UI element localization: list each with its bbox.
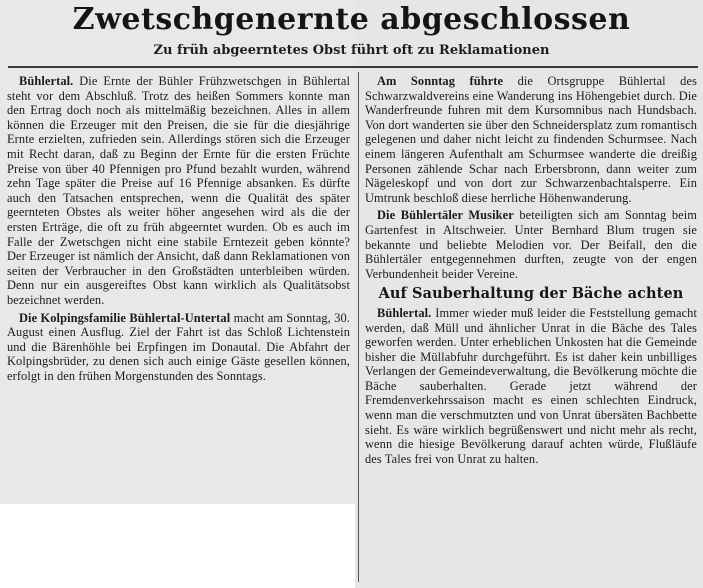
article-hike-text: die Ortsgruppe Bühlertal des Schwarzwaldvereins eine Wanderung ins Höhengebiet durch. Die Wanderfreunde fuhren mit dem Kursomnibus nach Hundsbach. Von dort wanderten sie über den Schneidersplatz zum romantisch gelegenen und daher nicht leicht zu findenden Schurmsee. Nach einem längeren Aufenthalt am Schurmsee wanderte die dreißig Personen zählende Schar nach Erbersbronn, dann weiter zum Nägeleskopf und von dort zur Schwarzenbachtalsperre. Ein Umtrunk beschloß diese herrliche Höhenwanderung. <box>365 74 697 205</box>
article-streams-heading: Auf Sauberhaltung der Bäche achten <box>378 285 684 303</box>
article-hike <box>365 74 697 205</box>
article-kolping <box>7 311 350 384</box>
article-musicians-text: beteiligten sich am Sonntag beim Gartenfest in Altschweier. Unter Bernhard Blum trugen sie bekannte und beliebte Melodien vor. Der Beifall, den die Bühlertäler entgegennehmen durften, zeugte von der engen Verbundenheit beider Vereine. <box>365 208 698 281</box>
article-kolping-lead: Die Kolpingsfamilie Bühlertal-Untertal <box>19 310 231 325</box>
article-musicians-lead: Die Bühlertäler Musiker <box>377 208 514 223</box>
article-kolping-text: macht am Sonntag, 30. August einen Ausflug. Ziel der Fahrt ist das Schloß Lichtenstein und die Bärenhöhle bei Erpfingen im Donautal. Die Abfahrt der Kolpingsbrüder, zu denen sich auch einige Gäste gesellen können, erfolgt in den frühen Morgenstunden des Sonntags. <box>7 310 350 383</box>
article-harvest-lead: Bühlertal. <box>19 74 74 88</box>
article-hike-lead: Am Sonntag führte <box>377 74 504 88</box>
subheadline: Zu früh abgeerntetes Obst führt oft zu Reklamationen <box>153 43 550 58</box>
article-streams <box>365 306 697 467</box>
column-divider <box>358 72 359 582</box>
article-streams-lead: Bühlertal. <box>377 305 432 320</box>
headline-rule <box>8 66 698 68</box>
right-column <box>365 74 697 466</box>
left-column <box>7 74 350 383</box>
article-harvest <box>7 74 350 308</box>
article-musicians <box>365 208 697 281</box>
article-streams-text: Immer wieder muß leider die Feststellung gemacht werden, daß Müll und ähnlicher Unrat in die Bäche des Tales geworfen werden. Unter erheblichen Unkosten hat die Gemeinde bisher die Müllabfuhr durchgeführt. Es ist daher kein unbilliges Verlangen der Gemeindeverwaltung, die Bevölkerung möchte die Bäche sauberhalten. Gerade jetzt während der Fremdenverkehrssaison macht es einen schlechten Eindruck, wenn man die verschmutzten und von Unrat übersäten Bachbette sieht. Es wäre wirklich begrüßenswert und nicht mehr als recht, wenn die hiesige Bevölkerung darauf achten würde, Flußläufe des Tales frei von Unrat zu halten. <box>365 305 698 466</box>
article-harvest-text: Die Ernte der Bühler Frühzwetschgen in Bühlertal steht vor dem Abschluß. Trotz des heißen Sommers konnte man den Ertrag doch noch als mittelmäßig bezeichnen. Alles in allem können die Erzeuger mit den Preisen, die sie für die diesjährige Ernte erzielten, zufrieden sein. Allerdings stören sich die Erzeuger mit Recht daran, daß zu Beginn der Ernte für die ersten Früchte Preise von über 40 Pfennigen pro Pfund bezahlt wurden, während zehn Tage später die Preise auf 16 Pfennige absanken. Es dürfte auch den Tatsachen entsprechen, wenn die Qualität des später geernteten Obstes als weiter höher angesehen wird als die der ersten Erträge, die oft zu früh abgeerntet wurden. Ob es auch im Falle der Zwetschgen nicht eine stabile Erntezeit geben könnte? Der Erzeuger ist nämlich der Ansicht, daß dann Reklamationen von seiten der Verbraucher in den Großstädten unterbleiben würden. Denn nur ein ausgereiftes Obst kann wirklich als Qualitätsobst bezeichnet werden. <box>7 74 350 307</box>
headline: Zwetschgenernte abgeschlossen <box>72 2 631 37</box>
